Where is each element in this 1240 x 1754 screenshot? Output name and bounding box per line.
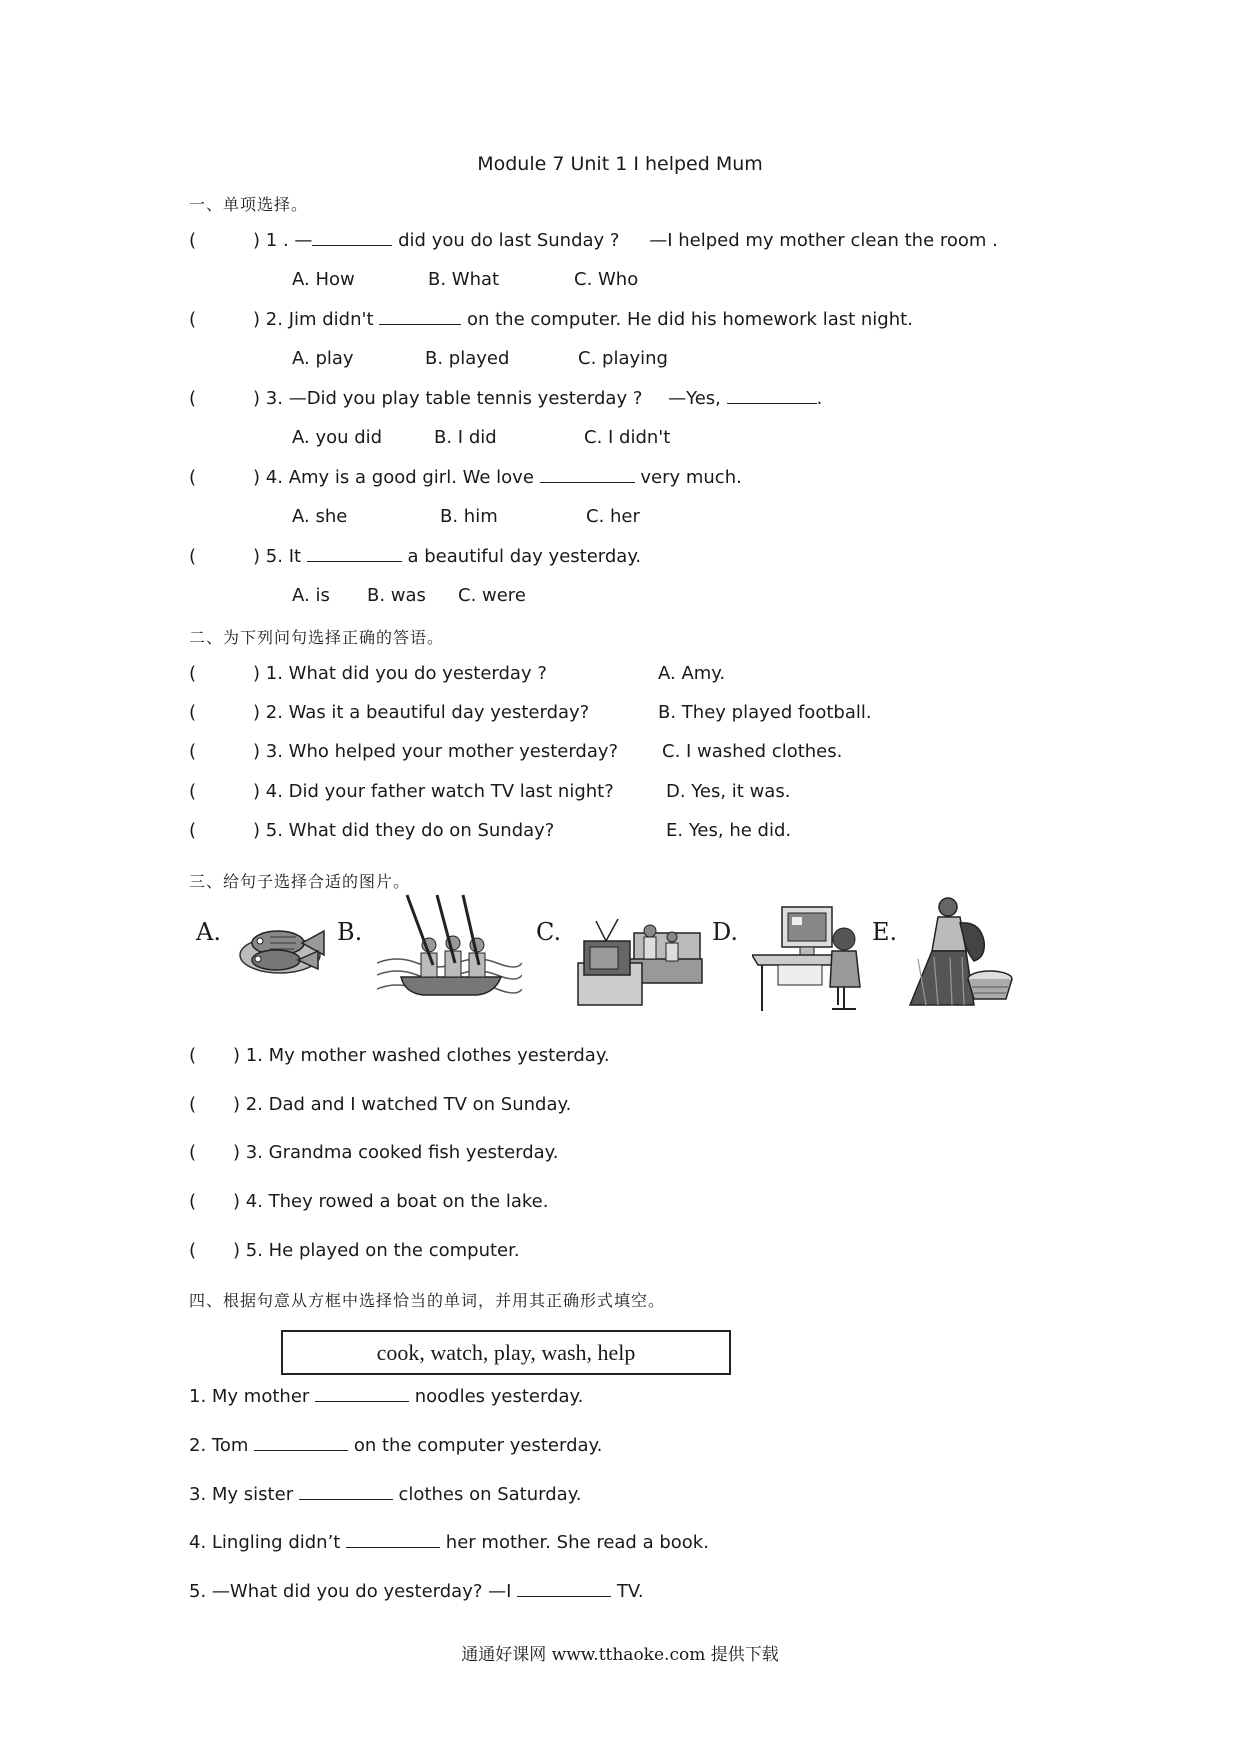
watching-tv-picture xyxy=(576,903,704,1009)
s4-item-4: 4. Lingling didn’t her mother. She read a book. xyxy=(189,1532,709,1553)
s3-sentence-2: ( ) 2. Dad and I watched TV on Sunday. xyxy=(189,1094,572,1115)
s3-sentence-4: ( ) 4. They rowed a boat on the lake. xyxy=(189,1191,549,1212)
s1-q5-option-a: A. is xyxy=(292,585,330,606)
s2-question-4: ( ) 4. Did your father watch TV last night? xyxy=(189,781,614,802)
s1-question-3: ( ) 3. —Did you play table tennis yesterday ? —Yes, . xyxy=(189,388,823,409)
s2-question-2: ( ) 2. Was it a beautiful day yesterday? xyxy=(189,702,590,723)
answer-blank[interactable] xyxy=(299,1498,393,1500)
answer-blank[interactable] xyxy=(307,560,402,562)
answer-blank[interactable] xyxy=(517,1595,611,1597)
s2-question-5: ( ) 5. What did they do on Sunday? xyxy=(189,820,555,841)
s4-item-2: 2. Tom on the computer yesterday. xyxy=(189,1435,603,1456)
footer: 通通好课网 www.tthaoke.com 提供下载 xyxy=(461,1645,779,1665)
s1-q3-option-a: A. you did xyxy=(292,427,383,448)
s1-q1-option-a: A. How xyxy=(292,269,355,290)
section1-heading: 一、单项选择。 xyxy=(189,195,309,214)
s2-answer-b: B. They played football. xyxy=(658,702,872,723)
s2-answer-c: C. I washed clothes. xyxy=(662,741,843,762)
s1-q1-option-c: C. Who xyxy=(574,269,639,290)
s1-q4-option-b: B. him xyxy=(440,506,498,527)
picture-letter-b: B. xyxy=(337,918,363,946)
word-box: cook, watch, play, wash, help xyxy=(281,1330,731,1375)
s1-q1-option-b: B. What xyxy=(428,269,500,290)
fish-picture xyxy=(236,905,332,981)
s2-answer-a: A. Amy. xyxy=(658,663,726,684)
section3-heading: 三、给句子选择合适的图片。 xyxy=(189,872,411,891)
s1-question-5: ( ) 5. It a beautiful day yesterday. xyxy=(189,546,642,567)
computer-picture xyxy=(752,905,868,1015)
s1-question-4: ( ) 4. Amy is a good girl. We love very much. xyxy=(189,467,742,488)
s3-sentence-1: ( ) 1. My mother washed clothes yesterday. xyxy=(189,1045,610,1066)
s1-q3-option-b: B. I did xyxy=(434,427,497,448)
picture-letter-e: E. xyxy=(872,918,898,946)
s2-answer-e: E. Yes, he did. xyxy=(666,820,792,841)
s1-q2-option-b: B. played xyxy=(425,348,510,369)
s1-q4-option-a: A. she xyxy=(292,506,348,527)
s1-q2-option-c: C. playing xyxy=(578,348,668,369)
answer-blank[interactable] xyxy=(315,1400,409,1402)
answer-blank[interactable] xyxy=(312,244,392,246)
page-title: Module 7 Unit 1 I helped Mum xyxy=(477,153,763,175)
answer-blank[interactable] xyxy=(540,481,635,483)
s1-q3-option-c: C. I didn't xyxy=(584,427,671,448)
s1-q4-option-c: C. her xyxy=(586,506,640,527)
s3-sentence-5: ( ) 5. He played on the computer. xyxy=(189,1240,520,1261)
s4-item-1: 1. My mother noodles yesterday. xyxy=(189,1386,584,1407)
section2-heading: 二、为下列问句选择正确的答语。 xyxy=(189,628,445,647)
s2-question-3: ( ) 3. Who helped your mother yesterday? xyxy=(189,741,619,762)
picture-letter-d: D. xyxy=(712,918,739,946)
rowing-boat-picture xyxy=(377,893,522,1003)
s4-item-5: 5. —What did you do yesterday? —I TV. xyxy=(189,1581,644,1602)
picture-letter-a: A. xyxy=(196,918,221,946)
answer-blank[interactable] xyxy=(379,323,461,325)
s1-q5-option-b: B. was xyxy=(367,585,426,606)
washing-clothes-picture xyxy=(904,895,1014,1011)
s4-item-3: 3. My sister clothes on Saturday. xyxy=(189,1484,582,1505)
answer-blank[interactable] xyxy=(346,1546,440,1548)
section4-heading: 四、根据句意从方框中选择恰当的单词，并用其正确形式填空。 xyxy=(189,1291,666,1310)
s3-sentence-3: ( ) 3. Grandma cooked fish yesterday. xyxy=(189,1142,559,1163)
answer-blank[interactable] xyxy=(254,1449,348,1451)
s2-question-1: ( ) 1. What did you do yesterday ? xyxy=(189,663,547,684)
s2-answer-d: D. Yes, it was. xyxy=(666,781,791,802)
s1-question-2: ( ) 2. Jim didn't on the computer. He did his homework last night. xyxy=(189,309,913,330)
picture-letter-c: C. xyxy=(536,918,562,946)
answer-blank[interactable] xyxy=(727,402,817,404)
s1-q5-option-c: C. were xyxy=(458,585,526,606)
s1-q2-option-a: A. play xyxy=(292,348,354,369)
s1-question-1: ( ) 1 . — did you do last Sunday ? —I helped my mother clean the room . xyxy=(189,230,998,251)
